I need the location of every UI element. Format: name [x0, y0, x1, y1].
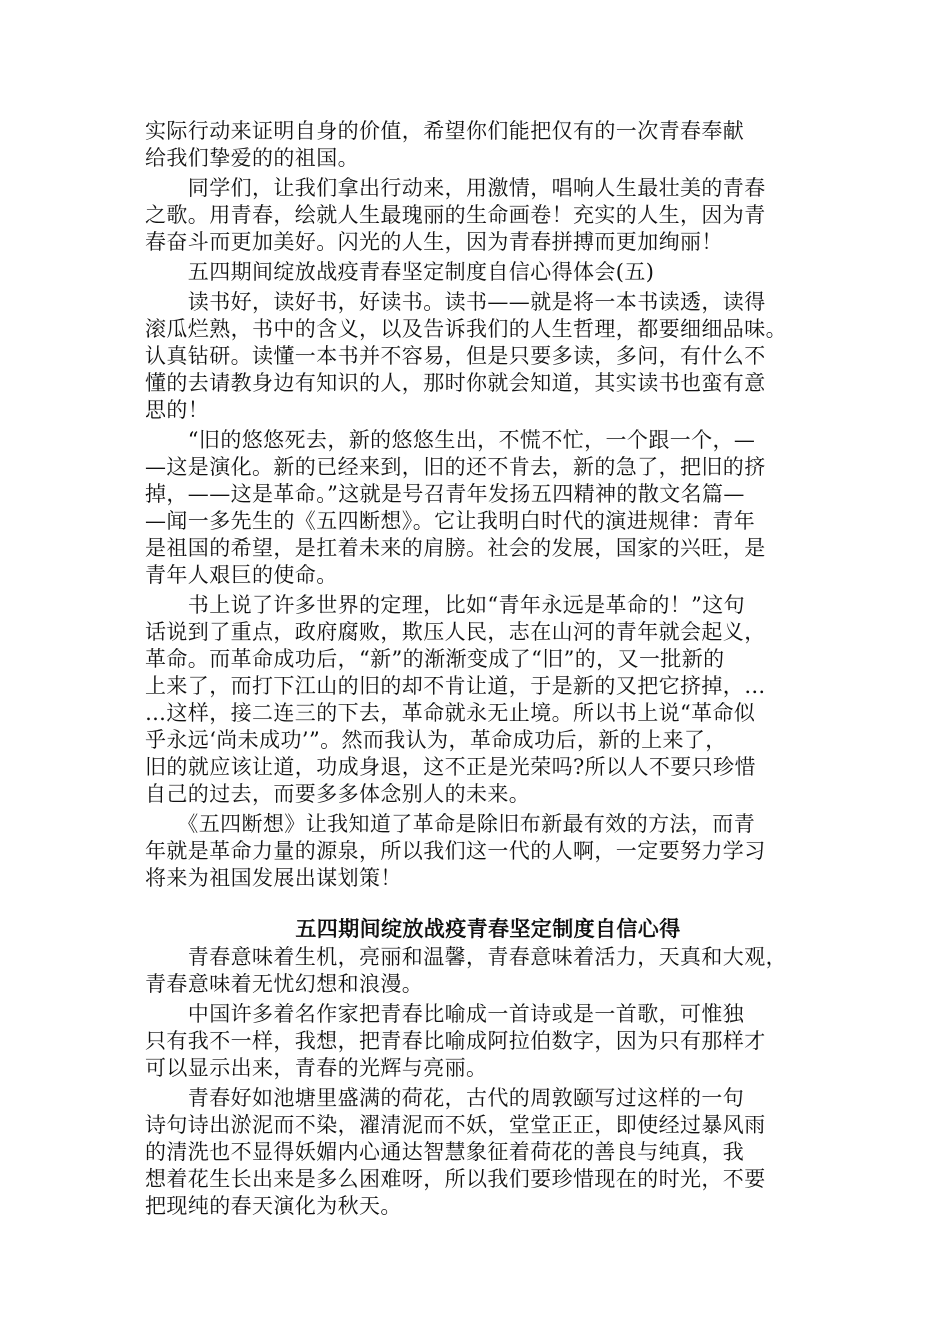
- text-line: 之歌。用青春，绘就人生最瑰丽的生命画卷！充实的人生，因为青: [145, 203, 766, 227]
- text-line: 青春意味着无忧幻想和浪漫。: [145, 972, 424, 996]
- text-line: 青春意味着生机，亮丽和温馨，青春意味着活力，天真和大观，: [145, 945, 787, 969]
- text-line: 旧的就应该让道，功成身退，这不正是光荣吗?所以人不要只珍惜: [145, 755, 756, 779]
- text-line: 同学们，让我们拿出行动来，用激情，唱响人生最壮美的青春: [145, 176, 766, 200]
- text-line: 把现纯的春天演化为秋天。: [145, 1194, 402, 1218]
- text-line: 五四期间绽放战疫青春坚定制度自信心得体会(五): [145, 260, 655, 284]
- text-line: 上来了，而打下江山的旧的却不肯让道，于是新的又把它挤掉，…: [145, 674, 766, 698]
- text-line: 读书好，读好书，好读书。读书——就是将一本书读透，读得: [145, 290, 766, 314]
- text-line: 想着花生长出来是多么困难呀，所以我们要珍惜现在的时光，不要: [145, 1167, 766, 1191]
- text-line: 青春好如池塘里盛满的荷花，古代的周敦颐写过这样的一句: [145, 1086, 745, 1110]
- para-5: [145, 592, 831, 808]
- text-line: 给我们挚爱的的祖国。: [145, 146, 359, 170]
- text-line: 《五四断想》让我知道了革命是除旧布新最有效的方法，而青: [145, 812, 756, 836]
- text-line: 可以显示出来，青春的光辉与亮丽。: [145, 1056, 488, 1080]
- para-3: [145, 289, 831, 424]
- section-title: 五四期间绽放战疫青春坚定制度自信心得: [295, 917, 681, 941]
- para-1: [145, 118, 831, 172]
- text-line: —这是演化。新的已经来到，旧的还不肯去，新的急了，把旧的挤: [145, 455, 766, 479]
- para-9: [145, 1085, 831, 1220]
- text-line: …这样，接二连三的下去，革命就永无止境。所以书上说“革命似: [145, 701, 756, 725]
- document-page: [145, 118, 831, 1223]
- text-line: 话说到了重点，政府腐败，欺压人民，志在山河的青年就会起义，: [145, 620, 766, 644]
- para-4: [145, 427, 831, 589]
- text-line: 认真钻研。读懂一本书并不容易，但是只要多读，多问，有什么不: [145, 344, 766, 368]
- text-line: 思的！: [145, 398, 210, 422]
- text-line: 中国许多着名作家把青春比喻成一首诗或是一首歌，可惟独: [145, 1002, 745, 1026]
- text-line: 书上说了许多世界的定理，比如“青年永远是革命的！”这句: [145, 593, 746, 617]
- text-line: 实际行动来证明自身的价值，希望你们能把仅有的一次青春奉献: [145, 119, 745, 143]
- text-line: 只有我不一样，我想，把青春比喻成阿拉伯数字，因为只有那样才: [145, 1029, 766, 1053]
- text-line: 诗句诗出淤泥而不染，濯清泥而不妖，堂堂正正，即使经过暴风雨: [145, 1113, 766, 1137]
- para-6: [145, 811, 831, 892]
- text-line: 掉，——这是革命。”这就是号召青年发扬五四精神的散文名篇—: [145, 482, 745, 506]
- text-line: 自己的过去，而要多多体念别人的未来。: [145, 782, 531, 806]
- text-line: “旧的悠悠死去，新的悠悠生出，不慌不忙，一个跟一个，—: [145, 428, 756, 452]
- text-line: 年就是革命力量的源泉，所以我们这一代的人啊，一定要努力学习: [145, 839, 766, 863]
- text-line: 是祖国的希望，是扛着未来的肩膀。社会的发展，国家的兴旺，是: [145, 536, 766, 560]
- text-line: 将来为祖国发展出谋划策！: [145, 866, 402, 890]
- para-heading-5: [145, 259, 831, 286]
- text-line: 乎永远‘尚未成功’”。然而我认为，革命成功后，新的上来了，: [145, 728, 727, 752]
- text-line: 革命。而革命成功后，“新”的渐渐变成了“旧”的，又一批新的: [145, 647, 725, 671]
- para-8: [145, 1001, 831, 1082]
- para-2: [145, 175, 831, 256]
- text-line: 滚瓜烂熟，书中的含义，以及告诉我们的人生哲理，都要细细品味。: [145, 317, 787, 341]
- text-line: 的清洗也不显得妖媚内心通达智慧象征着荷花的善良与纯真，我: [145, 1140, 745, 1164]
- text-line: 青年人艰巨的使命。: [145, 563, 338, 587]
- text-line: —闻一多先生的《五四断想》。它让我明白时代的演进规律：青年: [145, 509, 756, 533]
- text-line: 懂的去请教身边有知识的人，那时你就会知道，其实读书也蛮有意: [145, 371, 766, 395]
- para-7: [145, 944, 831, 998]
- text-line: 春奋斗而更加美好。闪光的人生，因为青春拼搏而更加绚丽！: [145, 230, 723, 254]
